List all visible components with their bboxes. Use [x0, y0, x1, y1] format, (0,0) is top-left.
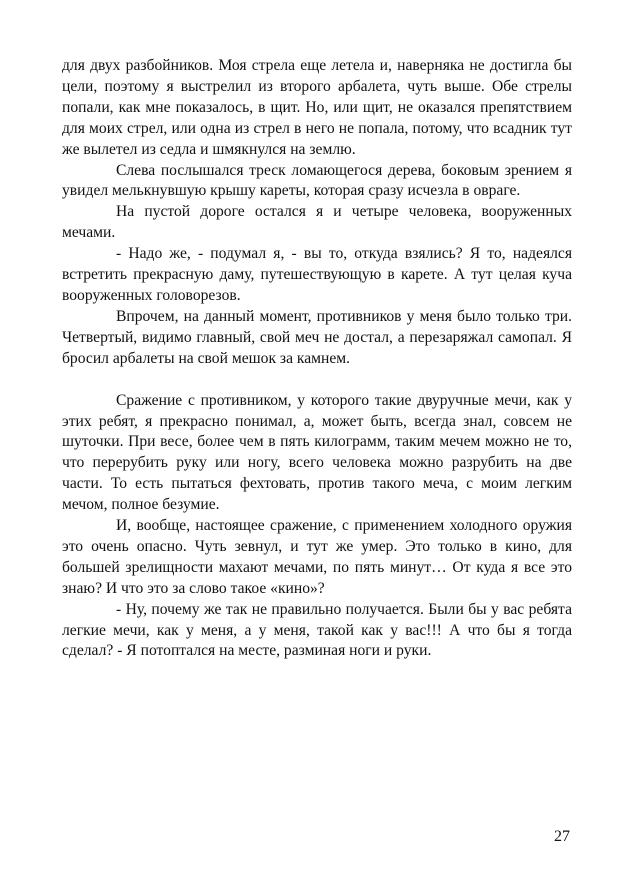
- paragraph-6: Сражение с противником, у которого такие двуручные мечи, как у этих ребят, я прекрасно понимал, а, может быть, всегда знал, совсем не шуточки. При весе, более чем в пять килограмм, таким мечем можно не то, что перерубить руку или ногу, всего человека можно разрубить на две части. То есть пытаться фехтовать, против такого меча, с моим легким мечом, полное безумие.: [62, 391, 572, 514]
- page-number: 27: [554, 828, 570, 845]
- page-body: [62, 56, 572, 662]
- paragraph-7: И, вообще, настоящее сражение, с применением холодного оружия это очень опасно. Чуть зевнул, и тут же умер. Это только в кино, для большей зрелищности махают мечами, по пять минут… От куда я все это знаю? И что это за слово такое «кино»?: [62, 517, 572, 597]
- paragraph-5: Впрочем, на данный момент, противников у меня было только три. Четвертый, видимо главный, свой меч не достал, а перезаряжал самопал. Я бросил арбалеты на свой мешок за камнем.: [62, 307, 572, 367]
- paragraph-8-dialogue: - Ну, почему же так не правильно получается. Были бы у вас ребята легкие мечи, как у меня, а у меня, такой как у вас!!! А что бы я тогда сделал? - Я потоптался на месте, разминая ноги и руки.: [62, 600, 572, 660]
- paragraph-1: для двух разбойников. Моя стрела еще летела и, наверняка не достигла бы цели, поэтому я выстрелил из второго арбалета, чуть выше. Обе стрелы попали, как мне показалось, в щит. Но, или щит, не оказался препятствием для моих стрел, или одна из стрел в него не попала, потому, что всадник тут же вылетел из седла и шмякнулся на землю.: [62, 57, 572, 158]
- paragraph-3: На пустой дороге остался я и четыре человека, вооруженных мечами.: [62, 203, 572, 242]
- paragraph-4-dialogue: - Надо же, - подумал я, - вы то, откуда взялись? Я то, надеялся встретить прекрасную даму, путешествующую в карете. А тут целая куча вооруженных головорезов.: [62, 245, 572, 304]
- paragraph-2: Слева послышался треск ломающегося дерева, боковым зрением я увидел мелькнувшую крышу кареты, которая сразу исчезла в овраге.: [62, 161, 572, 200]
